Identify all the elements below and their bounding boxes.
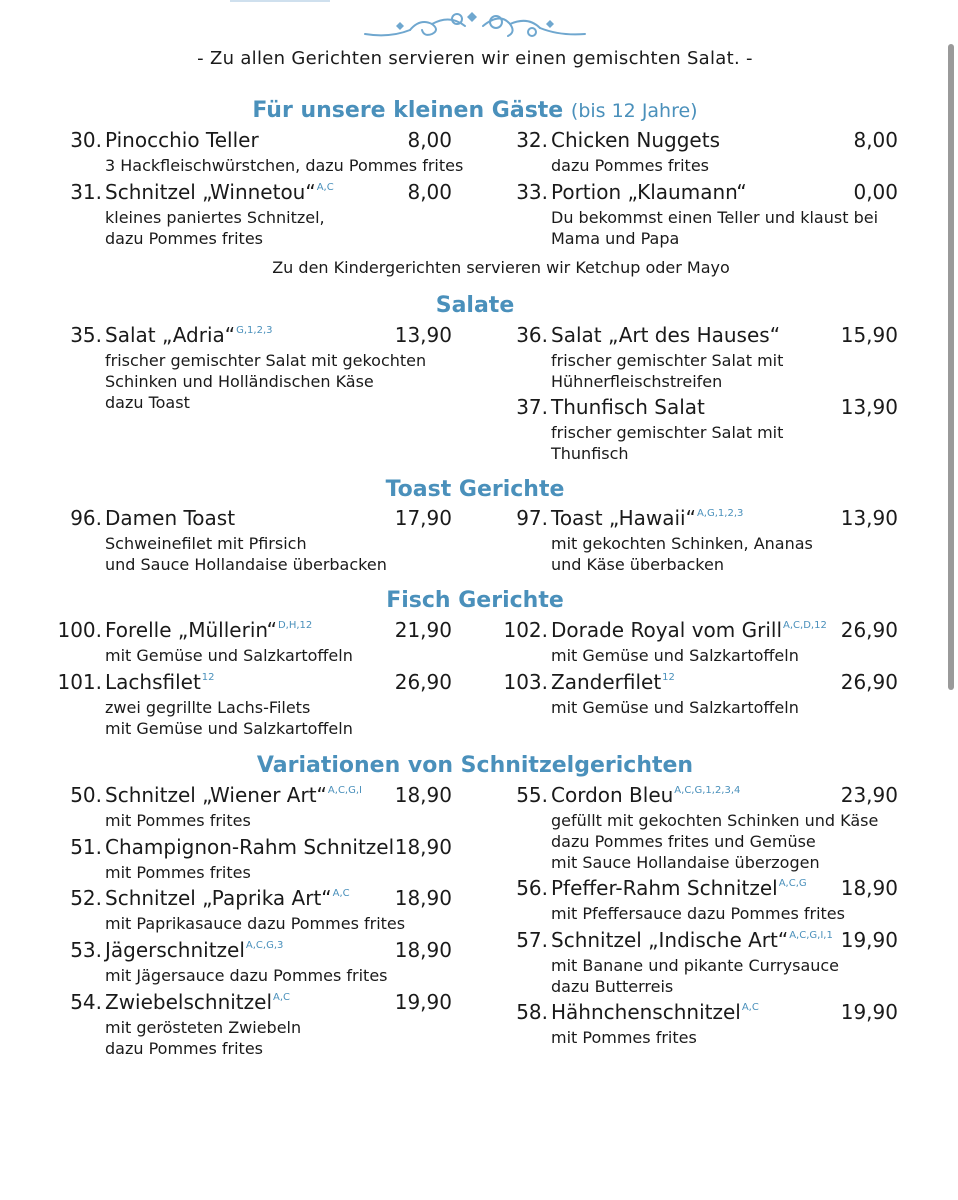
description-line: frischer gemischter Salat mit [551, 423, 784, 442]
menu-item-number: 54. [70, 990, 102, 1014]
section-title-salate: Salate [435, 293, 515, 318]
menu-item [498, 395, 898, 464]
menu-item-name-text: Pinocchio Teller [105, 128, 259, 152]
menu-item-number: 30. [70, 128, 102, 152]
menu-item-name-text: Jägerschnitzel [105, 938, 245, 962]
allergen-codes: A,C,D,12 [783, 620, 827, 631]
menu-item-name [105, 990, 290, 1014]
menu-item-name [551, 928, 833, 952]
menu-item-number: 52. [70, 886, 102, 910]
menu-item-name-text: Cordon Bleu [551, 783, 674, 807]
description-line: Mama und Papa [551, 229, 680, 248]
menu-item [498, 670, 898, 718]
description-line: mit gekochten Schinken, Ananas [551, 534, 813, 553]
menu-item [498, 783, 898, 873]
menu-item-price: 19,90 [394, 990, 452, 1014]
menu-item-price: 26,90 [840, 618, 898, 642]
menu-item-description [105, 697, 452, 739]
menu-item-number: 36. [516, 323, 548, 347]
description-line: dazu Toast [105, 393, 190, 412]
description-line: mit gerösteten Zwiebeln [105, 1018, 302, 1037]
menu-item [498, 180, 898, 249]
menu-item-description [105, 810, 452, 831]
menu-item-name-text: Pfeffer-Rahm Schnitzel [551, 876, 778, 900]
allergen-codes: A,G,1,2,3 [696, 508, 744, 519]
allergen-codes: A,C,G,I [327, 785, 362, 796]
menu-item-description [105, 207, 452, 249]
description-line: mit Pfeffersauce dazu Pommes frites [551, 904, 845, 923]
section-title-kids-text: Für unsere kleinen Gäste [252, 98, 564, 123]
menu-item-price: 8,00 [407, 128, 452, 152]
menu-item-name [551, 670, 675, 694]
menu-item-price: 13,90 [840, 395, 898, 419]
menu-item-name-text: Portion „Klaumann“ [551, 180, 747, 204]
menu-item-description [551, 350, 898, 392]
menu-item [52, 938, 452, 986]
menu-item-name-text: Toast „Hawaii“ [551, 506, 696, 530]
menu-item-name-text: Chicken Nuggets [551, 128, 720, 152]
menu-item-name [551, 618, 827, 642]
menu-item-price: 15,90 [840, 323, 898, 347]
menu-item-row [498, 928, 898, 954]
menu-item-description [551, 955, 898, 997]
menu-item-price: 21,90 [394, 618, 452, 642]
section-title-fisch: Fisch Gerichte [386, 588, 564, 613]
menu-item [498, 1000, 898, 1048]
menu-item-number: 101. [57, 670, 102, 694]
description-line: mit Paprikasauce dazu Pommes frites [105, 914, 406, 933]
menu-item-number: 103. [503, 670, 548, 694]
menu-item-row [52, 506, 452, 532]
allergen-codes: A,C [332, 888, 350, 899]
menu-item-name-text: Schnitzel „Paprika Art“ [105, 886, 332, 910]
menu-item-price: 13,90 [840, 506, 898, 530]
description-line: und Käse überbacken [551, 555, 724, 574]
description-line: frischer gemischter Salat mit [551, 351, 784, 370]
menu-item-price: 19,90 [840, 1000, 898, 1024]
menu-item-number: 37. [516, 395, 548, 419]
description-line: mit Pommes frites [105, 811, 251, 830]
allergen-codes: D,H,12 [277, 620, 313, 631]
menu-item-number: 50. [70, 783, 102, 807]
menu-item-name [105, 835, 394, 859]
allergen-codes: A,C [273, 992, 291, 1003]
menu-item [498, 928, 898, 997]
menu-item-name-text: Zanderfilet [551, 670, 662, 694]
menu-item-description [551, 533, 898, 575]
menu-item-name [105, 180, 334, 204]
menu-item-description [551, 645, 898, 666]
menu-item-row [52, 835, 452, 861]
menu-item-name-text: Schnitzel „Winnetou“ [105, 180, 316, 204]
description-line: gefüllt mit gekochten Schinken und Käse [551, 811, 879, 830]
menu-item-description [551, 810, 898, 873]
description-line: mit Sauce Hollandaise überzogen [551, 853, 820, 872]
menu-item-price: 13,90 [394, 323, 452, 347]
description-line: Schweinefilet mit Pfirsich [105, 534, 307, 553]
menu-item-name [551, 1000, 759, 1024]
menu-item-name-text: Schnitzel „Wiener Art“ [105, 783, 327, 807]
menu-item-number: 57. [516, 928, 548, 952]
menu-item-row [52, 783, 452, 809]
menu-item-price: 26,90 [840, 670, 898, 694]
menu-item-description [105, 913, 452, 934]
menu-item-number: 100. [57, 618, 102, 642]
description-line: Schinken und Holländischen Käse [105, 372, 374, 391]
allergen-codes: A,C [316, 182, 334, 193]
allergen-codes: A,C [741, 1002, 759, 1013]
menu-item [52, 670, 452, 739]
menu-item-number: 58. [516, 1000, 548, 1024]
menu-item-name [551, 506, 743, 530]
menu-item-name [551, 180, 747, 204]
description-line: mit Pommes frites [551, 1028, 697, 1047]
menu-item-name [105, 670, 215, 694]
menu-item-description [551, 1027, 898, 1048]
menu-item-price: 26,90 [394, 670, 452, 694]
menu-item-row [52, 938, 452, 964]
menu-item [52, 783, 452, 831]
menu-item-description [105, 965, 452, 986]
menu-item-name [551, 323, 780, 347]
menu-item-row [52, 670, 452, 696]
allergen-codes: A,C,G,I,1 [789, 930, 833, 941]
ornament-decoration [360, 4, 590, 44]
menu-item-price: 18,90 [394, 886, 452, 910]
menu-item-name [105, 128, 259, 152]
menu-item-row [498, 783, 898, 809]
menu-item-description [551, 155, 898, 176]
description-line: dazu Pommes frites [551, 156, 709, 175]
menu-item-number: 51. [70, 835, 102, 859]
menu-item-price: 18,90 [840, 876, 898, 900]
menu-item-description [105, 645, 452, 666]
menu-item-name [105, 783, 362, 807]
menu-item-price: 19,90 [840, 928, 898, 952]
scrollbar[interactable] [948, 44, 954, 690]
menu-item-description [551, 422, 898, 464]
menu-item-number: 97. [516, 506, 548, 530]
description-line: mit Gemüse und Salzkartoffeln [551, 646, 799, 665]
menu-item-name-text: Hähnchenschnitzel [551, 1000, 741, 1024]
menu-item-name-text: Schnitzel „Indische Art“ [551, 928, 789, 952]
menu-item-description [551, 697, 898, 718]
menu-item-row [498, 1000, 898, 1026]
menu-item [498, 323, 898, 392]
menu-item-row [52, 886, 452, 912]
menu-item-price: 18,90 [394, 938, 452, 962]
menu-item-name-text: Lachsfilet [105, 670, 201, 694]
menu-item-price: 17,90 [394, 506, 452, 530]
menu-item-description [105, 350, 452, 413]
allergen-codes: A,C,G,1,2,3,4 [674, 785, 741, 796]
menu-item-number: 96. [70, 506, 102, 530]
allergen-codes: A,C,G,3 [245, 940, 284, 951]
menu-item [52, 618, 452, 666]
description-line: kleines paniertes Schnitzel, [105, 208, 325, 227]
menu-item [498, 876, 898, 924]
menu-item-row [52, 323, 452, 349]
menu-item-row [498, 670, 898, 696]
kids-note: Zu den Kindergerichten servieren wir Ketchup oder Mayo [272, 258, 730, 277]
menu-item [52, 128, 464, 176]
top-divider [230, 0, 330, 2]
menu-item-name-text: Champignon-Rahm Schnitzel [105, 835, 395, 859]
menu-item-name [105, 938, 283, 962]
menu-item-price: 23,90 [840, 783, 898, 807]
description-line: frischer gemischter Salat mit gekochten [105, 351, 427, 370]
menu-item-price: 8,00 [853, 128, 898, 152]
menu-item-price: 0,00 [853, 180, 898, 204]
menu-item-row [52, 990, 452, 1016]
section-title-kids [0, 98, 950, 123]
menu-item-description [551, 207, 898, 249]
description-line: dazu Pommes frites [105, 1039, 263, 1058]
description-line: mit Gemüse und Salzkartoffeln [105, 719, 353, 738]
menu-item-name-text: Forelle „Müllerin“ [105, 618, 277, 642]
menu-item [498, 618, 898, 666]
menu-item-number: 56. [516, 876, 548, 900]
description-line: Hühnerfleischstreifen [551, 372, 723, 391]
menu-item-name [551, 395, 705, 419]
menu-item [52, 323, 452, 413]
description-line: zwei gegrillte Lachs-Filets [105, 698, 311, 717]
allergen-codes: A,C,G [778, 878, 807, 889]
menu-item-row [498, 395, 898, 421]
menu-item-number: 53. [70, 938, 102, 962]
description-line: Thunfisch [551, 444, 629, 463]
menu-item-price: 18,90 [394, 835, 452, 859]
menu-item-name [105, 506, 235, 530]
menu-item-name-text: Thunfisch Salat [551, 395, 705, 419]
menu-item-description [551, 903, 898, 924]
menu-item-name [105, 618, 312, 642]
section-title-toast: Toast Gerichte [385, 477, 565, 502]
allergen-codes: 12 [201, 672, 215, 683]
menu-item-row [498, 128, 898, 154]
menu-item [52, 835, 452, 883]
menu-item-row [498, 323, 898, 349]
menu-item-number: 55. [516, 783, 548, 807]
menu-item [498, 506, 898, 575]
allergen-codes: G,1,2,3 [236, 325, 273, 336]
menu-item [52, 506, 452, 575]
menu-item-name-text: Salat „Art des Hauses“ [551, 323, 781, 347]
menu-item-row [498, 506, 898, 532]
section-subtitle-kids: (bis 12 Jahre) [570, 100, 698, 122]
menu-item-number: 32. [516, 128, 548, 152]
description-line: Du bekommst einen Teller und klaust bei [551, 208, 879, 227]
menu-item-name-text: Zwiebelschnitzel [105, 990, 273, 1014]
menu-item [52, 990, 452, 1059]
menu-item-name-text: Damen Toast [105, 506, 236, 530]
menu-item [52, 180, 452, 249]
menu-item-number: 102. [503, 618, 548, 642]
menu-item-name-text: Salat „Adria“ [105, 323, 236, 347]
description-line: mit Gemüse und Salzkartoffeln [551, 698, 799, 717]
intro-note: - Zu allen Gerichten servieren wir einen gemischten Salat. - [197, 48, 753, 69]
description-line: mit Jägersauce dazu Pommes frites [105, 966, 388, 985]
menu-item [52, 886, 452, 934]
menu-item-name [105, 886, 350, 910]
description-line: mit Banane und pikante Currysauce [551, 956, 840, 975]
section-title-schnitzel: Variationen von Schnitzelgerichten [256, 753, 694, 778]
description-line: und Sauce Hollandaise überbacken [105, 555, 387, 574]
menu-item-description [105, 155, 464, 176]
menu-item-number: 31. [70, 180, 102, 204]
allergen-codes: 12 [662, 672, 675, 683]
menu-item-description [105, 1017, 452, 1059]
menu-item [498, 128, 898, 176]
menu-item-description [105, 862, 452, 883]
description-line: dazu Pommes frites [105, 229, 263, 248]
menu-item-description [105, 533, 452, 575]
menu-item-number: 33. [516, 180, 548, 204]
menu-item-price: 8,00 [407, 180, 452, 204]
menu-item-name-text: Dorade Royal vom Grill [551, 618, 783, 642]
description-line: mit Gemüse und Salzkartoffeln [105, 646, 353, 665]
menu-item-name [551, 876, 807, 900]
menu-item-name [551, 783, 740, 807]
menu-item-row [498, 618, 898, 644]
menu-item-name [551, 128, 720, 152]
menu-item-row [52, 128, 452, 154]
description-line: mit Pommes frites [105, 863, 251, 882]
menu-item-row [52, 618, 452, 644]
menu-item-row [498, 180, 898, 206]
menu-item-price: 18,90 [394, 783, 452, 807]
menu-item-number: 35. [70, 323, 102, 347]
menu-item-row [52, 180, 452, 206]
menu-item-name [105, 323, 273, 347]
description-line: 3 Hackfleischwürstchen, dazu Pommes frites [105, 156, 464, 175]
description-line: dazu Butterreis [551, 977, 674, 996]
menu-item-row [498, 876, 898, 902]
description-line: dazu Pommes frites und Gemüse [551, 832, 816, 851]
